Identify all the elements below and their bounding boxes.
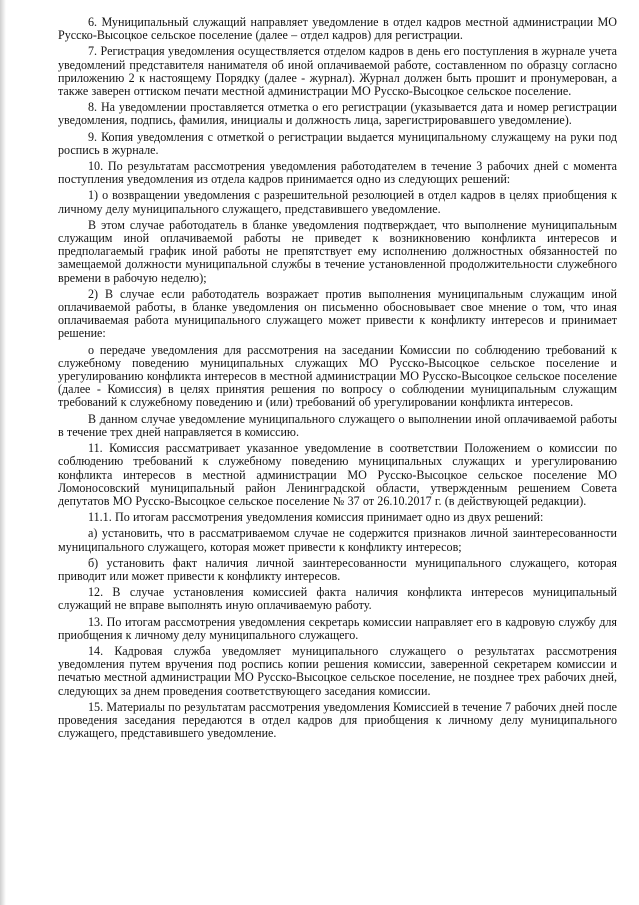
paragraph-10: 10. По результатам рассмотрения уведомления работодателем в течение 3 рабочих дней с момента поступления уведомления из отдела кадров принимается одно из следующих решений: — [58, 159, 617, 187]
paragraph-11: 11. Комиссия рассматривает указанное уведомление в соответствии Положением о комиссии по соблюдению требований к служебному поведению муниципальных служащих и урегулированию конфликта интересов в местной администрации МО Русско-Высоцкое сельское поселение МО Ломоносовский муниципальный район Ленинградской области, утвержденным решением Совета депутатов МО Русско-Высоцкое сельское поселение № 37 от 26.10.2017 г. (в действующей редакции). — [58, 441, 617, 508]
paragraph-9: 9. Копия уведомления с отметкой о регистрации выдается муниципальному служащему на руки под роспись в журнале. — [58, 129, 617, 157]
paragraph-10-option-2: 2) В случае если работодатель возражает против выполнения муниципальным служащим иной оплачиваемой работы, в бланке уведомления он письменно обосновывает свое мнение о том, что иная оплачиваемая работа муниципального служащего может привести к конфликту интересов и принимает решение: — [58, 286, 617, 341]
paragraph-8: 8. На уведомлении проставляется отметка о его регистрации (указывается дата и номер регистрации уведомления, подпись, фамилия, инициалы и должность лица, зарегистрировавшего уведомление). — [58, 100, 617, 128]
paragraph-6: 6. Муниципальный служащий направляет уведомление в отдел кадров местной администрации МО Русско-Высоцкое сельское поселение (далее – отдел кадров) для регистрации. — [58, 15, 617, 43]
paragraph-11-1-b: б) установить факт наличия личной заинтересованности муниципального служащего, которая приводит или может привести к конфликту интересов. — [58, 555, 617, 583]
paragraph-7: 7. Регистрация уведомления осуществляется отделом кадров в день его поступления в журнале учета уведомлений представителя нанимателя об иной оплачиваемой работе, составленном по образцу согласно приложению 2 к настоящему Порядку (далее - журнал). Журнал должен быть прошит и пронумерован, а также заверен оттиском печати местной администрации МО Русско-Высоцкое сельское поселение. — [58, 44, 617, 99]
paragraph-11-1: 11.1. По итогам рассмотрения уведомления комиссия принимает одно из двух решений: — [88, 510, 544, 525]
paragraph-14: 14. Кадровая служба уведомляет муниципального служащего о результатах рассмотрения уведомления путем вручения под роспись копии решения комиссии, заверенной секретарем комиссии и печатью местной администрации МО Русско-Высоцкое сельское поселение, не позднее трех рабочих дней, следующих за днем проведения соответствующего заседания комиссии. — [58, 643, 617, 698]
paragraph-15: 15. Материалы по результатам рассмотрения уведомления Комиссией в течение 7 рабочих дней после проведения заседания передаются в отдел кадров для приобщения к личному делу муниципального служащего, представившего уведомление. — [58, 699, 617, 741]
paragraph-12: 12. В случае установления комиссией факта наличия конфликта интересов муниципальный служащий не вправе выполнять иную оплачиваемую работу. — [58, 585, 617, 613]
paragraph-10-option-2-detail: В данном случае уведомление муниципального служащего о выполнении иной оплачиваемой работы в течение трех дней направляется в комиссию. — [58, 411, 617, 439]
paragraph-10-option-1-detail: В этом случае работодатель в бланке уведомления подтверждает, что выполнение муниципальным служащим иной оплачиваемой работы не приведет к возникновению конфликта интересов и предполагаемый график иной работы не препятствует ему исполнению должностных обязанностей по замещаемой должности муниципальной службы в течение установленной продолжительности служебного времени в рабочую неделю); — [58, 217, 617, 285]
paragraph-13: 13. По итогам рассмотрения уведомления секретарь комиссии направляет его в кадровую службу для приобщения к личному делу муниципального служащего. — [58, 614, 617, 642]
paragraph-10-option-1: 1) о возвращении уведомления с разрешительной резолюцией в отдел кадров в целях приобщения к личному делу муниципального служащего, представившего уведомление. — [58, 188, 617, 216]
paragraph-11-1-a: а) установить, что в рассматриваемом случае не содержится признаков личной заинтересованности муниципального служащего, которая может привести к конфликту интересов; — [58, 526, 617, 554]
paragraph-10-option-2-transfer: о передаче уведомления для рассмотрения на заседании Комиссии по соблюдению требований к служебному поведению муниципальных служащих МО Русско-Высоцкое сельское поселение и урегулированию конфликта интересов в местной администрации МО Русско-Высоцкое сельское поселение (далее - Комиссия) в целях принятия решения по вопросу о соблюдении муниципальным служащим требований к служебному поведению и (или) требований об урегулировании конфликта интересов. — [58, 342, 617, 410]
